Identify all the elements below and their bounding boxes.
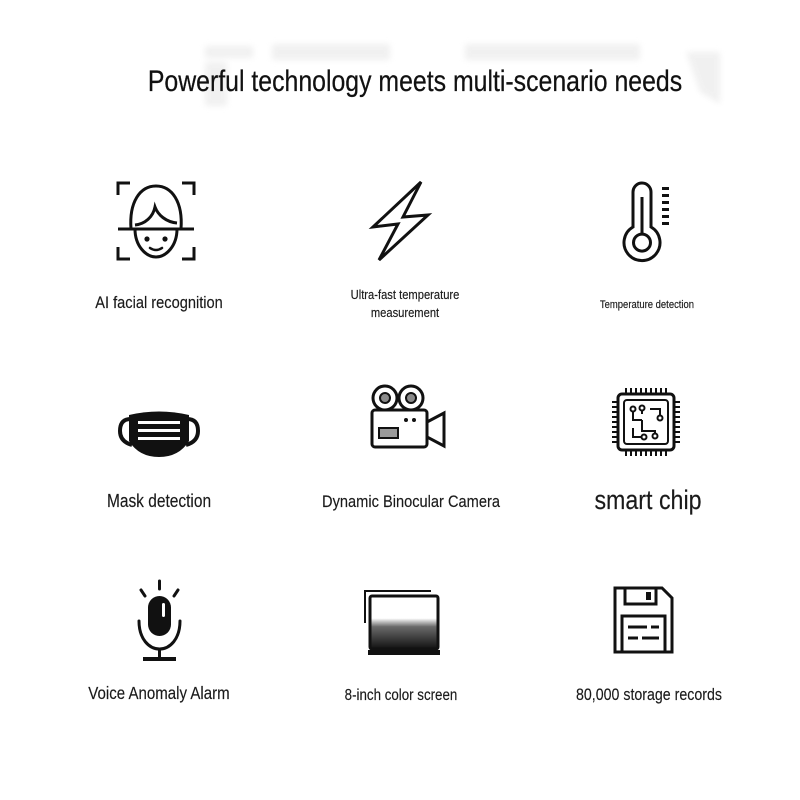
- monitor-screen-icon: [363, 589, 442, 656]
- movie-camera-icon: [369, 384, 446, 449]
- feature-label-line: smart chip: [594, 485, 702, 515]
- feature-label-line: Ultra-fast temperature: [350, 286, 459, 302]
- feature-label-line: Temperature detection: [599, 299, 694, 311]
- feature-label-line: Voice Anomaly Alarm: [88, 683, 230, 703]
- feature-label-line: 80,000 storage records: [576, 686, 722, 704]
- microchip-icon: [611, 387, 681, 457]
- feature-label: [498, 487, 798, 514]
- face-mask-icon: [117, 409, 201, 459]
- floppy-disk-icon: [613, 586, 674, 654]
- page-title: [30, 67, 800, 97]
- feature-label-line: AI facial recognition: [95, 293, 223, 312]
- feature-label-line: measurement: [370, 304, 439, 320]
- feature-label-line: 8-inch color screen: [344, 687, 458, 704]
- lightning-bolt-icon: [369, 179, 431, 263]
- page-title-text: Powerful technology meets multi-scenario needs: [147, 65, 683, 98]
- feature-label: [499, 687, 799, 704]
- face-recognition-icon: [116, 181, 196, 261]
- microphone-icon: [136, 579, 183, 662]
- thermometer-icon: [621, 181, 671, 263]
- feature-label-line: Mask detection: [106, 491, 211, 511]
- feature-label-line: Dynamic Binocular Camera: [322, 492, 500, 511]
- feature-label: [497, 300, 797, 311]
